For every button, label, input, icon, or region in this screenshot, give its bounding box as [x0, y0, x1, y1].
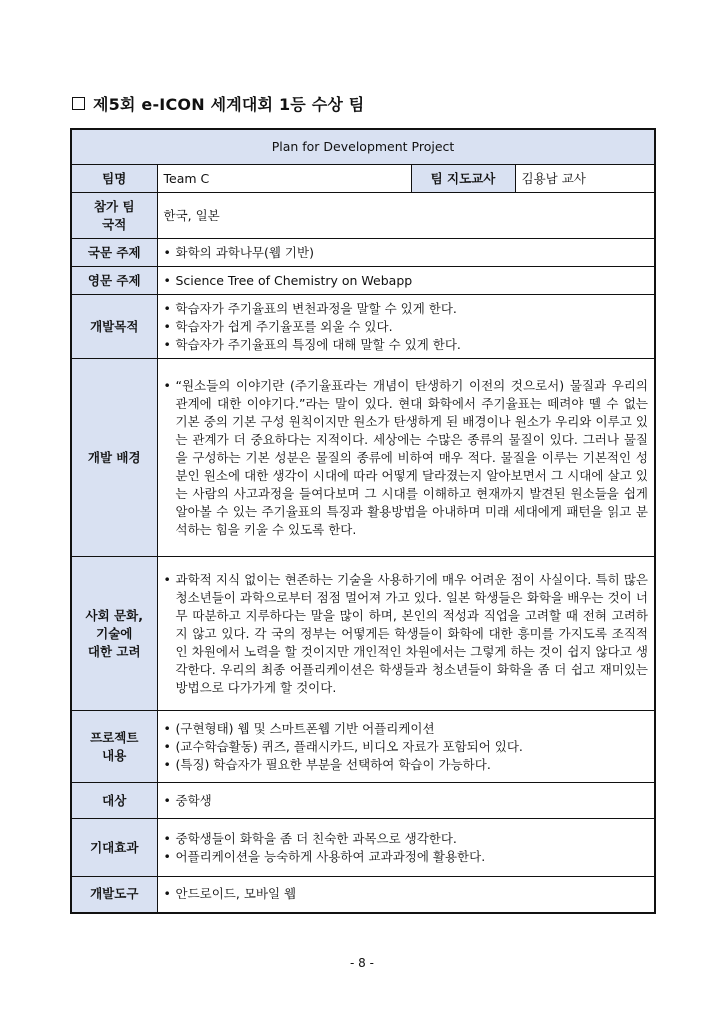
en-topic-value: • Science Tree of Chemistry on Webapp: [164, 272, 649, 290]
project-item: • (교수학습활동) 퀴즈, 플래시카드, 비디오 자료가 포함되어 있다.: [164, 738, 649, 756]
social-label-line2: 기술에: [96, 625, 133, 641]
country-label-line2: 국적: [102, 216, 127, 232]
project-item: • (구현형태) 웹 및 스마트폰웹 기반 어플리케이션: [164, 720, 649, 738]
effect-item: • 어플리케이션을 능숙하게 사용하여 교과과정에 활용한다.: [164, 848, 649, 866]
target-value: • 중학생: [164, 792, 649, 810]
form-title: Plan for Development Project: [71, 129, 655, 165]
social-text: • 과학적 지식 없이는 현존하는 기술을 사용하기에 매우 어려운 점이 사실이다. 특히 많은 청소년들이 과학으로부터 점점 멀어져 가고 있다. 일본 학생들은 화학을 배우는 것이 너무 따분하고 지루하다는 말을 많이 하며, 본인의 적성과 직업을 고려할 때 전혀 고려하지 않고 있다. 각 국의 정부는 어떻게든 학생들이 화학에 대한 흥미를 가지도록 조직적인 차원에서 노력을 할 것이지만 개인적인 차원에서는 그렇게 하는 것이 쉽지 않다고 생각한다. 우리의 최종 어플리케이션은 학생들과 청소년들이 화학을 좀 더 쉽고 재미있는 방법으로 다가가게 할 것이다.: [164, 571, 649, 697]
project-item: • (특징) 학습자가 필요한 부분을 선택하여 학습이 가능하다.: [164, 756, 649, 774]
social-label: [71, 557, 157, 711]
target-row: [71, 783, 655, 819]
effect-label: 기대효과: [71, 819, 157, 877]
checkbox-icon: [72, 97, 85, 110]
effect-item: • 중학생들이 화학을 좀 더 친숙한 과목으로 생각한다.: [164, 830, 649, 848]
purpose-label: 개발목적: [71, 295, 157, 359]
background-label: 개발 배경: [71, 359, 157, 557]
country-row: [71, 193, 655, 239]
project-label-line1: 프로젝트: [90, 729, 139, 745]
project-label: [71, 711, 157, 783]
team-row: [71, 165, 655, 193]
project-label-line2: 내용: [102, 747, 127, 763]
purpose-item: • 학습자가 주기율표의 변천과정을 말할 수 있게 한다.: [164, 300, 649, 318]
background-row: [71, 359, 655, 557]
country-label: [71, 193, 157, 239]
en-topic-row: [71, 267, 655, 295]
target-label: 대상: [71, 783, 157, 819]
background-text: • “원소들의 이야기란 (주기율표라는 개념이 탄생하기 이전의 것으로서) 물질과 우리의 관계에 대한 이야기다.”라는 말이 있다. 현대 화학에서 주기율표는 떼려야 뗄 수 없는 기본 중의 기본 구성 원칙이지만 원소가 탄생하게 된 배경이나 원소가 우리와 이루고 있는 관계가 더 중요하다는 지적이다. 세상에는 수많은 종류의 물질이 있다. 그러나 물질을 구성하는 기본 성분은 물질의 종류에 비하여 매우 적다. 물질을 이루는 기본적인 성분인 원소에 대한 생각이 시대에 따라 어떻게 달라졌는지 알아보면서 그 시대에 살고 있는 사람의 사고과정을 들여다보며 그 시대를 이해하고 현재까지 발견된 원소들을 쉽게 알아볼 수 있는 주기율표의 특징과 활용방법을 아내하며 미래 세대에게 패턴을 읽고 분석하는 힘을 키울 수 있도록 한다.: [164, 377, 649, 539]
project-row: [71, 711, 655, 783]
advisor-label: 팀 지도교사: [411, 165, 515, 193]
kr-topic-row: [71, 239, 655, 267]
en-topic-label: 영문 주제: [71, 267, 157, 295]
social-label-line1: 사회 문화,: [85, 607, 143, 623]
title-row: [71, 129, 655, 165]
country-label-line1: 참가 팀: [93, 198, 135, 214]
section-heading: [72, 92, 364, 114]
effect-row: [71, 819, 655, 877]
team-name-label: 팀명: [71, 165, 157, 193]
project-form-table: [70, 128, 656, 914]
kr-topic-value: • 화학의 과학나무(웹 기반): [164, 244, 649, 262]
tools-label: 개발도구: [71, 877, 157, 913]
tools-row: [71, 877, 655, 913]
tools-value: • 안드로이드, 모바일 웹: [164, 885, 649, 903]
social-label-line3: 대한 고려: [87, 643, 141, 659]
page-number: - 8 -: [350, 956, 374, 970]
purpose-item: • 학습자가 주기율표의 특징에 대해 말할 수 있게 한다.: [164, 336, 649, 354]
advisor-value: 김용남 교사: [515, 165, 655, 193]
purpose-item: • 학습자가 쉽게 주기율포를 외울 수 있다.: [164, 318, 649, 336]
purpose-row: [71, 295, 655, 359]
social-row: [71, 557, 655, 711]
country-value: 한국, 일본: [157, 193, 655, 239]
kr-topic-label: 국문 주제: [71, 239, 157, 267]
team-name-value: Team C: [157, 165, 411, 193]
heading-text: 제5회 e-ICON 세계대회 1등 수상 팀: [93, 94, 365, 114]
